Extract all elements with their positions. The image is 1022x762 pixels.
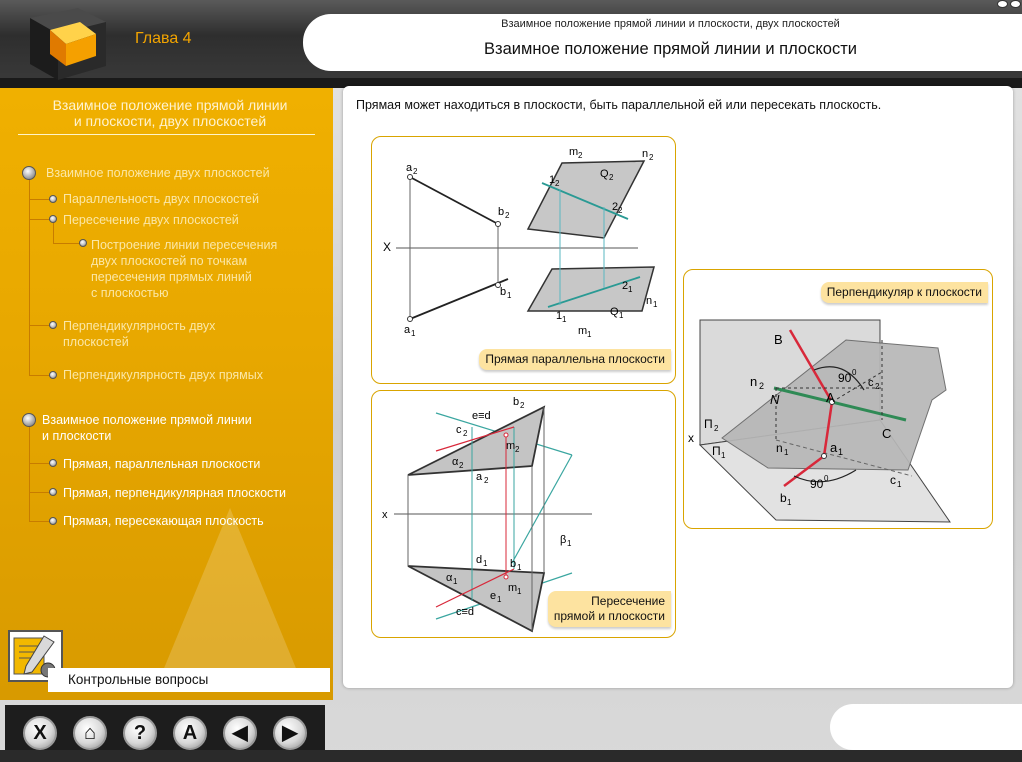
close-window-button[interactable] bbox=[1010, 0, 1021, 8]
label-n2: n bbox=[750, 374, 758, 389]
figure-line-intersects-plane bbox=[371, 390, 676, 638]
label-c2: c bbox=[456, 424, 462, 436]
figure-caption: Прямая параллельна плоскости bbox=[479, 349, 671, 370]
label-n1: n bbox=[646, 295, 653, 307]
label-N: N bbox=[770, 392, 780, 407]
label-m1: m bbox=[578, 325, 588, 337]
back-button[interactable]: ◀ bbox=[223, 716, 257, 750]
label-x: X bbox=[383, 240, 392, 254]
svg-text:1: 1 bbox=[507, 291, 512, 300]
label-point-2-2: 2 bbox=[612, 201, 619, 213]
svg-text:0: 0 bbox=[824, 474, 829, 483]
label-C: C bbox=[882, 426, 892, 441]
decorative-cone bbox=[160, 508, 300, 678]
label-m2: m bbox=[569, 146, 579, 158]
label-angle-bottom: 90 bbox=[810, 477, 824, 491]
intro-text: Прямая может находиться в плоскости, быть параллельной ей или пересекать плоскость. bbox=[356, 98, 882, 112]
svg-text:2: 2 bbox=[413, 167, 418, 176]
svg-text:2: 2 bbox=[515, 445, 520, 454]
svg-text:1: 1 bbox=[784, 448, 789, 457]
svg-text:1: 1 bbox=[483, 559, 488, 568]
label-P2: Π bbox=[704, 417, 713, 431]
nav-item-planes-intersection[interactable]: Пересечение двух плоскостей bbox=[63, 213, 239, 227]
svg-text:1: 1 bbox=[838, 447, 844, 457]
bullet-icon bbox=[49, 517, 57, 525]
svg-text:1: 1 bbox=[628, 285, 633, 294]
svg-text:1: 1 bbox=[497, 595, 502, 604]
svg-text:1: 1 bbox=[562, 315, 567, 324]
label-m2: m bbox=[506, 440, 516, 452]
nav-item-perpendicular-lines[interactable]: Перпендикулярность двух прямых bbox=[63, 368, 264, 382]
svg-text:2: 2 bbox=[505, 211, 510, 220]
svg-text:2: 2 bbox=[618, 206, 623, 215]
nav-item-line-and-plane[interactable]: Взаимное положение прямой линии и плоскости bbox=[42, 413, 252, 443]
parallel-diagram bbox=[372, 137, 676, 384]
svg-text:1: 1 bbox=[897, 480, 902, 489]
bullet-icon bbox=[49, 488, 57, 496]
label-a1: a bbox=[404, 324, 411, 336]
label-m1: m bbox=[508, 582, 518, 594]
label-A: A bbox=[826, 390, 835, 405]
tree-line bbox=[29, 178, 30, 376]
svg-text:1: 1 bbox=[619, 311, 624, 320]
figure-caption: Перпендикуляр к плоскости bbox=[821, 282, 988, 303]
svg-text:1: 1 bbox=[517, 563, 522, 572]
svg-text:2: 2 bbox=[578, 151, 583, 160]
tree-line bbox=[29, 425, 30, 521]
help-button[interactable]: ? bbox=[123, 716, 157, 750]
label-n2: n bbox=[642, 148, 649, 160]
minimize-button[interactable] bbox=[997, 0, 1008, 8]
bullet-icon bbox=[22, 413, 36, 427]
label-a2: a bbox=[406, 162, 413, 174]
header-subtitle: Взаимное положение прямой линии и плоскости, двух плоскостей bbox=[501, 18, 840, 30]
svg-text:2: 2 bbox=[459, 461, 464, 470]
label-a1: a bbox=[830, 440, 838, 455]
svg-text:1: 1 bbox=[787, 498, 792, 507]
divider bbox=[18, 134, 315, 135]
label-alpha2: α bbox=[452, 456, 459, 468]
bullet-icon bbox=[49, 459, 57, 467]
bullet-icon bbox=[22, 166, 36, 180]
label-d1: d bbox=[476, 554, 483, 566]
label-b2: b bbox=[498, 206, 505, 218]
nav-item-line-perpendicular-plane[interactable]: Прямая, перпендикулярная плоскости bbox=[63, 486, 287, 500]
label-alpha1: α bbox=[446, 572, 453, 584]
logo-cube-icon bbox=[20, 4, 112, 82]
bullet-icon bbox=[49, 195, 57, 203]
label-x: x bbox=[382, 509, 388, 521]
nav-item-line-intersecting-plane[interactable]: Прямая, пересекающая плоскость bbox=[63, 514, 264, 528]
figure-perpendicular-to-plane bbox=[683, 269, 993, 529]
svg-text:2: 2 bbox=[555, 179, 560, 188]
label-B: B bbox=[774, 332, 783, 347]
label-b2: b bbox=[513, 396, 520, 408]
label-P1: Π bbox=[712, 444, 721, 458]
svg-text:2: 2 bbox=[520, 401, 525, 410]
quiz-label[interactable]: Контрольные вопросы bbox=[48, 668, 330, 692]
svg-text:1: 1 bbox=[587, 330, 592, 339]
label-q1: Q bbox=[610, 306, 619, 318]
bullet-icon bbox=[49, 321, 57, 329]
bullet-icon bbox=[49, 215, 57, 223]
figure-caption: Пересечение прямой и плоскости bbox=[548, 591, 671, 627]
label-point-2-1: 2 bbox=[622, 280, 629, 292]
nav-item-two-planes[interactable]: Взаимное положение двух плоскостей bbox=[46, 166, 270, 180]
nav-item-parallel-planes[interactable]: Параллельность двух плоскостей bbox=[63, 192, 259, 206]
label-b1: b bbox=[510, 558, 517, 570]
svg-text:1: 1 bbox=[721, 451, 726, 460]
label-point-1-2: 1 bbox=[549, 174, 556, 186]
svg-text:2: 2 bbox=[875, 382, 880, 391]
label-point-1-1: 1 bbox=[556, 310, 563, 322]
label-angle-top: 90 bbox=[838, 371, 852, 385]
svg-text:1: 1 bbox=[411, 329, 416, 338]
svg-text:2: 2 bbox=[759, 381, 765, 391]
label-c2: c bbox=[868, 377, 874, 389]
svg-text:2: 2 bbox=[484, 476, 489, 485]
label-e2-d2: e≡d bbox=[472, 410, 491, 422]
bullet-icon bbox=[79, 239, 87, 247]
svg-text:1: 1 bbox=[653, 300, 658, 309]
close-button[interactable]: X bbox=[23, 716, 57, 750]
label-beta1: β bbox=[560, 534, 567, 546]
sidebar-title: Взаимное положение прямой линии и плоскости, двух плоскостей bbox=[52, 97, 288, 129]
bottom-status-panel bbox=[830, 704, 1022, 750]
chapter-label: Глава 4 bbox=[135, 30, 192, 47]
label-e1: e bbox=[490, 590, 497, 602]
label-n1: n bbox=[776, 441, 783, 455]
svg-text:1: 1 bbox=[517, 587, 522, 596]
label-c1-d1: c≡d bbox=[456, 606, 475, 618]
label-x: x bbox=[688, 431, 694, 445]
bottom-strip bbox=[0, 750, 1022, 762]
svg-text:1: 1 bbox=[453, 577, 458, 586]
page-title: Взаимное положение прямой линии и плоскости bbox=[484, 40, 857, 58]
svg-text:2: 2 bbox=[463, 429, 468, 438]
label-b1: b bbox=[780, 491, 787, 505]
svg-text:2: 2 bbox=[609, 173, 614, 182]
nav-item-intersection-construction[interactable]: Построение линии пересечения двух плоскостей по точкам пересечения прямых линий с плоскостью bbox=[91, 238, 278, 300]
bullet-icon bbox=[49, 371, 57, 379]
label-q2: Q bbox=[600, 168, 609, 180]
font-button[interactable]: A bbox=[173, 716, 207, 750]
label-a2: a bbox=[476, 471, 483, 483]
header-panel bbox=[303, 14, 1022, 71]
svg-text:2: 2 bbox=[714, 424, 719, 433]
forward-button[interactable]: ▶ bbox=[273, 716, 307, 750]
nav-item-perpendicular-planes[interactable]: Перпендикулярность двух плоскостей bbox=[63, 319, 216, 349]
nav-item-line-parallel-plane[interactable]: Прямая, параллельная плоскости bbox=[63, 457, 261, 471]
label-b1: b bbox=[500, 286, 507, 298]
svg-text:0: 0 bbox=[852, 368, 857, 377]
svg-text:2: 2 bbox=[649, 153, 654, 162]
label-c1: c bbox=[890, 473, 896, 487]
svg-text:1: 1 bbox=[567, 539, 572, 548]
perpendicular-diagram bbox=[684, 270, 993, 529]
figure-line-parallel-plane bbox=[371, 136, 676, 384]
home-button[interactable]: ⌂ bbox=[73, 716, 107, 750]
